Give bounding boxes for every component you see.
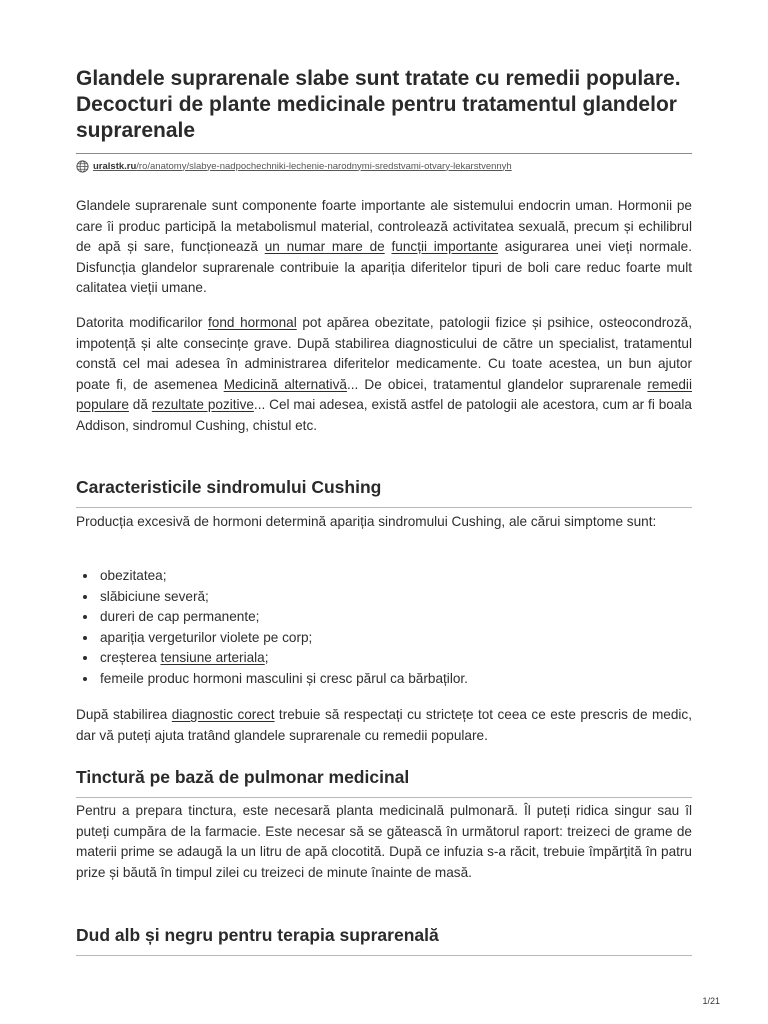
- list-item: • creșterea tensiune arteriala;: [98, 648, 692, 669]
- section-heading: Tinctură pe bază de pulmonar medicinal: [76, 767, 410, 787]
- section-cushing: [76, 476, 692, 508]
- source-path: /ro/anatomy/slabye-nadpochechniki-lechenie-narodnymi-sredstvami-otvary-lekarstvennyh: [136, 160, 512, 172]
- link-functii-importante[interactable]: funcții importante: [391, 239, 498, 254]
- page-title: Glandele suprarenale slabe sunt tratate cu remedii populare. Decocturi de plante medicinale pentru tratamentul glandelor suprarenale: [76, 67, 681, 142]
- source-link[interactable]: [93, 161, 512, 172]
- section-divider: [76, 955, 692, 956]
- link-medicina-alternativa[interactable]: Medicină alternativă: [223, 376, 347, 392]
- intro-paragraph-1: Glandele suprarenale sunt componente foarte importante ale sistemului endocrin uman. Hormonii pe care îi produc participă la metabolismul material, controlează activitatea sexuală, precum și echilibrul de apă și sare, funcționează un numar mare de funcții importante asigurarea unei vieți normale. Disfuncția glandelor suprarenale contribuie la apariția diferitelor tipuri de boli care reduc foarte mult calitatea vieții umane.: [76, 198, 693, 295]
- symptoms-list: [76, 566, 692, 690]
- list-item: • apariția vergeturilor violete pe corp;: [98, 628, 692, 649]
- section-divider: [76, 797, 692, 798]
- list-item: • dureri de cap permanente;: [98, 607, 692, 628]
- link-tensiune-arteriala[interactable]: tensiune arteriala: [160, 650, 265, 666]
- section-heading: Caracteristicile sindromului Cushing: [76, 477, 382, 497]
- globe-icon: [76, 160, 89, 173]
- link-fond-hormonal[interactable]: fond hormonal: [208, 315, 297, 330]
- list-item: • femeile produc hormoni masculini și cresc părul ca bărbaților.: [98, 669, 692, 690]
- link-numar-mare[interactable]: un numar mare de: [264, 239, 385, 254]
- cushing-intro: Producția excesivă de hormoni determină apariția sindromului Cushing, ale cărui simptome sunt:: [76, 514, 657, 529]
- cushing-conclusion: După stabilirea diagnostic corect trebuie să respectați cu strictețe tot ceea ce este prescris de medic, dar vă puteți ajuta tratând glandele suprarenale cu remedii populare.: [76, 707, 693, 743]
- link-diagnostic-corect[interactable]: diagnostic corect: [171, 707, 275, 722]
- section-tinctura: [76, 766, 692, 798]
- page-number: 1/21: [702, 996, 720, 1006]
- intro-paragraph-2: Datorita modificarilor fond hormonal pot apărea obezitate, patologii fizice și psihice, osteocondroză, impotență și alte consecințe grave. După stabilirea diagnosticului de către un specialist, tratamentul constă cel mai adesea în administrarea diferitelor medicamente. Cu toate acestea, un bun ajutor poate fi, de asemenea Medicină alternativă... De obicei, tratamentul glandelor suprarenale remedii populare dă rezultate pozitive... Cel mai adesea, există astfel de patologii ale acestora, cum ar fi boala Addison, sindromul Cushing, chistul etc.: [76, 315, 693, 433]
- section-dud: [76, 924, 692, 956]
- list-item: • slăbiciune severă;: [98, 587, 692, 608]
- section-heading: Dud alb și negru pentru terapia suprarenală: [76, 925, 439, 945]
- source-host: uralstk.ru: [93, 160, 137, 172]
- source-line: [76, 157, 512, 175]
- section-divider: [76, 507, 692, 508]
- link-rezultate-pozitive[interactable]: rezultate pozitive: [151, 397, 254, 412]
- link-remedii-populare[interactable]: remedii populare: [76, 376, 692, 412]
- tinctura-paragraph: Pentru a prepara tinctura, este necesară planta medicinală pulmonară. Îl puteți ridica singur sau îl puteți cumpăra de la farmacie. Este necesar să se gătească în următorul raport: treizeci de grame de materii prime se adaugă la un litru de apă clocotită. După ce infuzia s-a răcit, trebuie împărțită în patru prize și băută în timpul zilei cu treizeci de minute înainte de masă.: [76, 803, 692, 880]
- title-divider: [76, 153, 692, 154]
- list-item: • obezitatea;: [98, 566, 692, 587]
